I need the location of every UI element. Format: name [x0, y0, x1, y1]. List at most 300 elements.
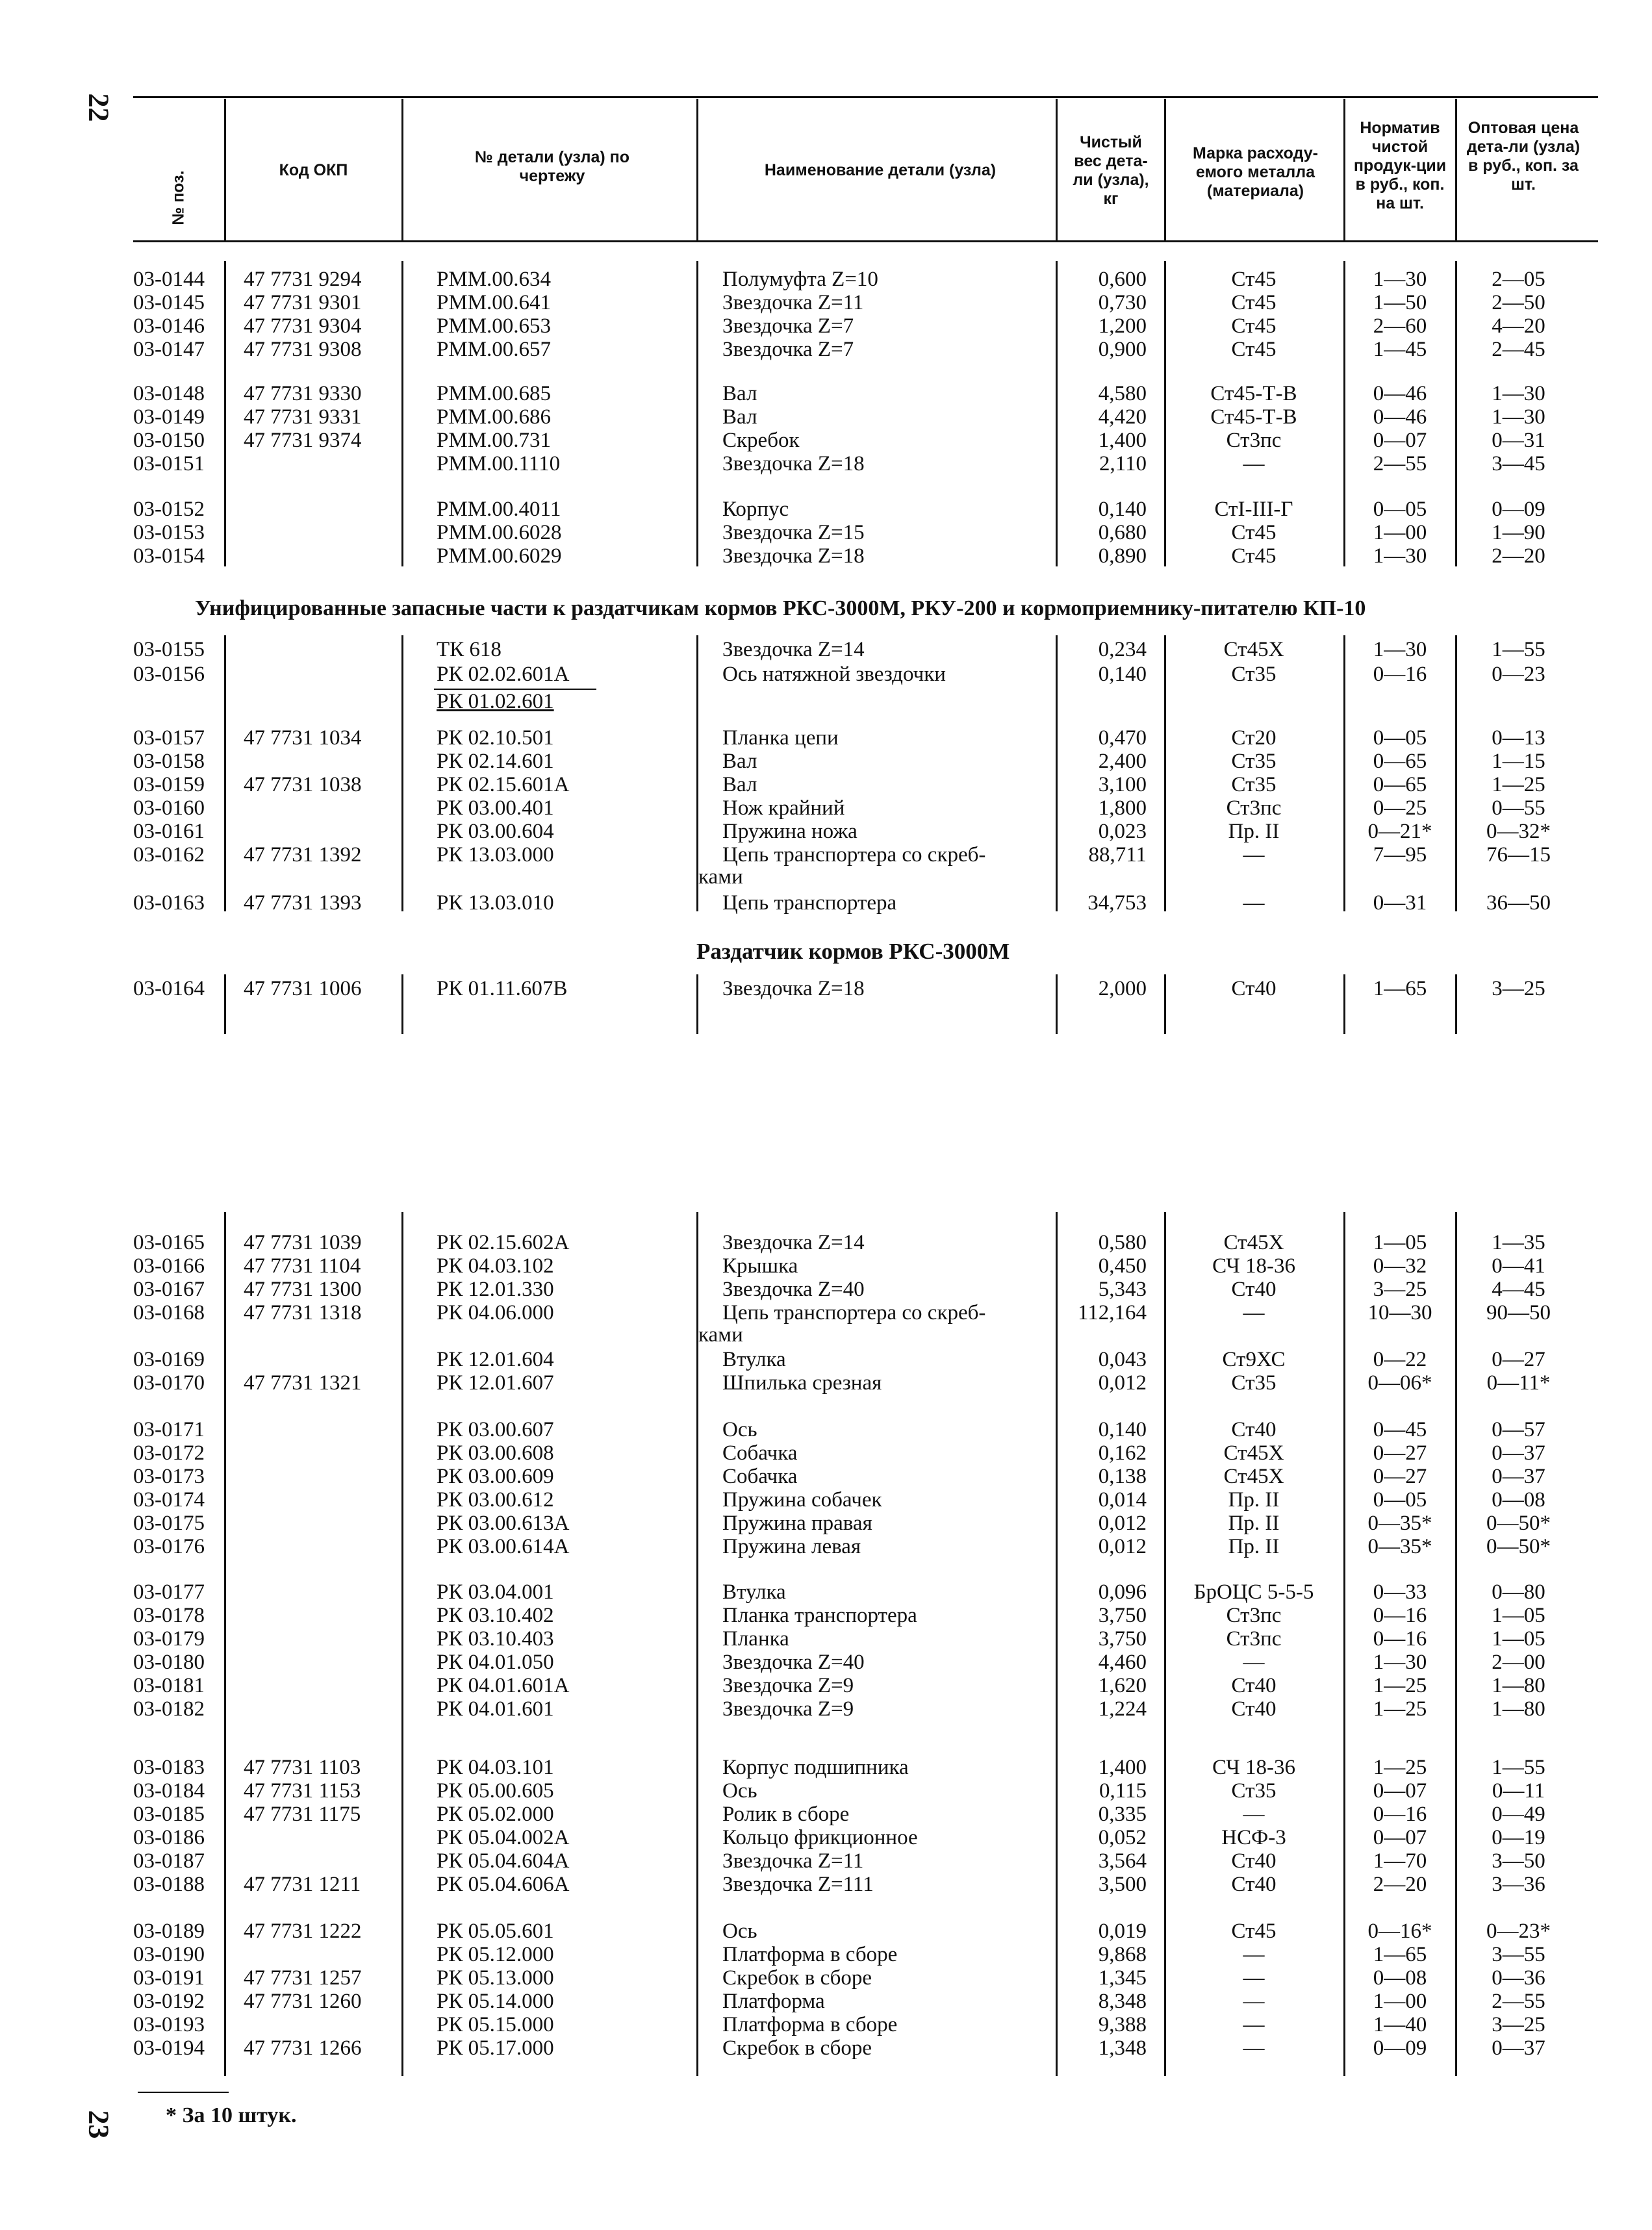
row-pos: 03-0172	[133, 1441, 205, 1465]
row-weight: 3,100	[1098, 773, 1147, 796]
row-price: 0—37	[1492, 1465, 1545, 1488]
row-pos: 03-0147	[133, 338, 205, 361]
row-pos: 03-0179	[133, 1627, 205, 1651]
row-detail-no: РК 13.03.000	[437, 843, 554, 867]
footnote-rule	[138, 2092, 229, 2093]
table-row	[0, 1943, 1652, 1966]
table-row	[0, 1674, 1652, 1697]
row-material: СЧ 18-36	[1212, 1756, 1295, 1779]
row-okp: 47 7731 9301	[244, 291, 362, 314]
row-price: 3—50	[1492, 1849, 1545, 1873]
row-pos: 03-0145	[133, 291, 205, 314]
row-detail-no: РК 13.03.010	[437, 891, 554, 915]
row-weight: 0,140	[1098, 663, 1147, 686]
row-pos: 03-0180	[133, 1651, 205, 1674]
row-norm: 0—16	[1373, 1627, 1427, 1651]
table-row	[0, 773, 1652, 796]
row-weight: 0,023	[1098, 820, 1147, 843]
table-row	[0, 405, 1652, 429]
row-price: 0—37	[1492, 2036, 1545, 2060]
row-pos: 03-0153	[133, 521, 205, 544]
row-name: Планка	[722, 1627, 789, 1651]
table-row	[0, 1371, 1652, 1395]
row-norm: 1—65	[1373, 977, 1427, 1000]
row-price: 0—50*	[1486, 1535, 1551, 1558]
row-detail-no: ТК 618	[437, 638, 502, 661]
row-material: Ст45	[1231, 314, 1277, 338]
row-norm: 1—30	[1373, 268, 1427, 291]
row-okp: 47 7731 1257	[244, 1966, 362, 1990]
row-name: Собачка	[722, 1465, 798, 1488]
row-detail-no: РК 05.00.605	[437, 1779, 554, 1803]
row-norm: 0—07	[1373, 1779, 1427, 1803]
row-price: 2—20	[1492, 544, 1545, 568]
page-number-bottom: 23	[83, 2110, 115, 2139]
row-price: 0—37	[1492, 1441, 1545, 1465]
row-weight: 34,753	[1087, 891, 1147, 915]
row-weight: 0,014	[1098, 1488, 1147, 1512]
row-name: Шпилька срезная	[722, 1371, 882, 1395]
row-weight: 1,224	[1098, 1697, 1147, 1721]
row-name: Втулка	[722, 1580, 786, 1604]
row-material: —	[1243, 2013, 1265, 2036]
row-material: —	[1243, 452, 1265, 475]
row-norm: 1—25	[1373, 1697, 1427, 1721]
row-pos: 03-0166	[133, 1254, 205, 1278]
row-material: Ст3пс	[1226, 796, 1282, 820]
row-price: 2—55	[1492, 1990, 1545, 2013]
row-name: Звездочка Z=7	[722, 338, 854, 361]
row-pos: 03-0159	[133, 773, 205, 796]
row-name: Собачка	[722, 1441, 798, 1465]
row-norm: 0—27	[1373, 1465, 1427, 1488]
row-price: 0—55	[1492, 796, 1545, 820]
row-pos: 03-0170	[133, 1371, 205, 1395]
row-norm: 0—16	[1373, 663, 1427, 686]
row-pos: 03-0188	[133, 1873, 205, 1896]
row-weight: 0,019	[1098, 1920, 1147, 1943]
row-weight: 0,012	[1098, 1535, 1147, 1558]
row-detail-no: РК 05.04.604А	[437, 1849, 570, 1873]
row-norm: 0—05	[1373, 498, 1427, 521]
row-norm: 2—55	[1373, 452, 1427, 475]
row-weight: 9,868	[1098, 1943, 1147, 1966]
row-okp: 47 7731 1104	[244, 1254, 361, 1278]
table-row	[0, 1580, 1652, 1604]
table-row	[0, 1803, 1652, 1826]
row-okp: 47 7731 9294	[244, 268, 362, 291]
row-norm: 1—50	[1373, 291, 1427, 314]
row-detail-no: РК 04.06.000	[437, 1301, 554, 1324]
row-name: Ось	[722, 1920, 757, 1943]
row-weight: 4,420	[1098, 405, 1147, 429]
row-name: Звездочка Z=18	[722, 452, 865, 475]
row-price: 3—45	[1492, 452, 1545, 475]
row-material: Ст45	[1231, 1920, 1277, 1943]
row-pos: 03-0163	[133, 891, 205, 915]
row-norm: 1—25	[1373, 1756, 1427, 1779]
header-material: Марка расходу-емого металла (материала)	[1192, 144, 1319, 200]
row-material: Ст3пс	[1226, 429, 1282, 452]
row-price: 76—15	[1486, 843, 1551, 867]
row-material: Пр. II	[1228, 1488, 1280, 1512]
row-pos: 03-0181	[133, 1674, 205, 1697]
row-material: —	[1243, 1966, 1265, 1990]
table-row	[0, 750, 1652, 773]
row-pos: 03-0146	[133, 314, 205, 338]
row-detail-no: РММ.00.731	[437, 429, 552, 452]
row-norm: 0—65	[1373, 773, 1427, 796]
row-material: Пр. II	[1228, 820, 1280, 843]
row-weight: 3,500	[1098, 1873, 1147, 1896]
row-pos: 03-0171	[133, 1418, 205, 1441]
table-row	[0, 1488, 1652, 1512]
table-row	[0, 1418, 1652, 1441]
table-row	[0, 429, 1652, 452]
row-weight: 1,400	[1098, 429, 1147, 452]
row-price: 0—11	[1492, 1779, 1545, 1803]
table-row	[0, 1512, 1652, 1535]
row-weight: 0,140	[1098, 1418, 1147, 1441]
row-material: Ст45	[1231, 544, 1277, 568]
row-okp: 47 7731 1038	[244, 773, 362, 796]
row-detail-no: РК 03.00.609	[437, 1465, 554, 1488]
table-row	[0, 977, 1652, 1000]
row-weight: 0,138	[1098, 1465, 1147, 1488]
row-pos: 03-0152	[133, 498, 205, 521]
row-material: Пр. II	[1228, 1535, 1280, 1558]
row-material: Ст45Х	[1223, 1465, 1284, 1488]
header-divider	[1164, 99, 1166, 240]
row-pos: 03-0150	[133, 429, 205, 452]
row-price: 0—09	[1492, 498, 1545, 521]
table-row	[0, 1254, 1652, 1278]
row-material: Ст45-Т-В	[1210, 382, 1297, 405]
row-name: Корпус	[722, 498, 789, 521]
row-name: Ось	[722, 1779, 757, 1803]
row-material: Ст35	[1231, 663, 1277, 686]
row-weight: 0,096	[1098, 1580, 1147, 1604]
row-material: Ст35	[1231, 750, 1277, 773]
table-row	[0, 1627, 1652, 1651]
row-detail-no: РК 04.01.050	[437, 1651, 554, 1674]
row-name: Цепь транспортера со скреб-	[722, 843, 986, 867]
row-pos: 03-0148	[133, 382, 205, 405]
row-price: 0—36	[1492, 1966, 1545, 1990]
row-detail-no: РК 04.01.601А	[437, 1674, 570, 1697]
row-weight: 0,900	[1098, 338, 1147, 361]
row-okp: 47 7731 1300	[244, 1278, 362, 1301]
row-name: Звездочка Z=18	[722, 544, 865, 568]
header-top-rule	[133, 96, 1598, 98]
row-material: Ст45Х	[1223, 1231, 1284, 1254]
section-heading-unified: Унифицированные запасные части к раздатчикам кормов РКС-3000М, РКУ-200 и кормоприемнику-питателю КП-10	[195, 596, 1366, 620]
table-row	[0, 1756, 1652, 1779]
row-material: Ст35	[1231, 773, 1277, 796]
row-name: Цепь транспортера	[722, 891, 897, 915]
row-material: СЧ 18-36	[1212, 1254, 1295, 1278]
row-norm: 0—35*	[1367, 1535, 1432, 1558]
row-weight: 0,052	[1098, 1826, 1147, 1849]
row-detail-no: РК 03.00.613А	[437, 1512, 570, 1535]
table-row	[0, 1779, 1652, 1803]
row-price: 0—23	[1492, 663, 1545, 686]
row-name: Ось	[722, 1418, 757, 1441]
row-name: Звездочка Z=14	[722, 1231, 865, 1254]
row-weight: 0,162	[1098, 1441, 1147, 1465]
row-material: Ст35	[1231, 1371, 1277, 1395]
row-norm: 0—25	[1373, 796, 1427, 820]
row-norm: 0—07	[1373, 1826, 1427, 1849]
row-pos: 03-0158	[133, 750, 205, 773]
row-pos: 03-0177	[133, 1580, 205, 1604]
table-row	[0, 2013, 1652, 2036]
row-price: 1—05	[1492, 1604, 1545, 1627]
row-weight: 0,580	[1098, 1231, 1147, 1254]
table-row	[0, 498, 1652, 521]
row-material: Ст40	[1231, 1873, 1277, 1896]
row-weight: 0,335	[1098, 1803, 1147, 1826]
row-okp: 47 7731 1103	[244, 1756, 361, 1779]
table-row	[0, 1873, 1652, 1896]
row-name: Платформа в сборе	[722, 2013, 898, 2036]
row-price: 0—11*	[1486, 1371, 1551, 1395]
row-pos: 03-0187	[133, 1849, 205, 1873]
table-row	[0, 1535, 1652, 1558]
header-price: Оптовая цена дета-ли (узла) в руб., коп. за шт.	[1466, 119, 1581, 194]
row-name: Платформа в сборе	[722, 1943, 898, 1966]
row-okp: 47 7731 1266	[244, 2036, 362, 2060]
row-name: Звездочка Z=14	[722, 638, 865, 661]
row-norm: 10—30	[1367, 1301, 1432, 1324]
row-norm: 0—31	[1373, 891, 1427, 915]
row-pos: 03-0155	[133, 638, 205, 661]
row-pos: 03-0183	[133, 1756, 205, 1779]
row-material: БрОЦС 5-5-5	[1193, 1580, 1314, 1604]
row-detail-no: РК 03.00.607	[437, 1418, 554, 1441]
row-detail-no: РММ.00.685	[437, 382, 552, 405]
row-name: Втулка	[722, 1348, 786, 1371]
row-weight: 1,345	[1098, 1966, 1147, 1990]
row-price: 0—19	[1492, 1826, 1545, 1849]
row-detail-no-alt: РК 01.02.601	[437, 690, 554, 713]
row-material: —	[1243, 1651, 1265, 1674]
row-pos: 03-0189	[133, 1920, 205, 1943]
row-detail-no: РММ.00.6028	[437, 521, 562, 544]
row-price: 0—41	[1492, 1254, 1545, 1278]
row-okp: 47 7731 9374	[244, 429, 362, 452]
row-pos: 03-0160	[133, 796, 205, 820]
table-row	[0, 1990, 1652, 2013]
row-norm: 0—22	[1373, 1348, 1427, 1371]
row-pos: 03-0194	[133, 2036, 205, 2060]
table-row	[0, 1651, 1652, 1674]
row-material: —	[1243, 1301, 1265, 1324]
row-pos: 03-0162	[133, 843, 205, 867]
row-detail-no: РММ.00.653	[437, 314, 552, 338]
row-norm: 0—16	[1373, 1803, 1427, 1826]
row-weight: 1,620	[1098, 1674, 1147, 1697]
section-heading-rks: Раздатчик кормов РКС-3000М	[696, 939, 1010, 964]
row-material: СтI-III-Г	[1214, 498, 1293, 521]
row-name: Звездочка Z=111	[722, 1873, 874, 1896]
row-material: Ст40	[1231, 1849, 1277, 1873]
row-price: 2—00	[1492, 1651, 1545, 1674]
row-price: 0—31	[1492, 429, 1545, 452]
header-divider	[1343, 99, 1345, 240]
table-row	[0, 2036, 1652, 2060]
row-norm: 0—16	[1373, 1604, 1427, 1627]
row-okp: 47 7731 1392	[244, 843, 362, 867]
row-name: Платформа	[722, 1990, 825, 2013]
row-pos: 03-0154	[133, 544, 205, 568]
row-detail-no: РММ.00.6029	[437, 544, 562, 568]
row-norm: 0—65	[1373, 750, 1427, 773]
table-row	[0, 291, 1652, 314]
row-price: 0—13	[1492, 726, 1545, 750]
row-price: 2—05	[1492, 268, 1545, 291]
row-price: 1—30	[1492, 405, 1545, 429]
row-weight: 112,164	[1077, 1301, 1147, 1324]
row-norm: 0—27	[1373, 1441, 1427, 1465]
row-material: Ст3пс	[1226, 1604, 1282, 1627]
row-name: Планка цепи	[722, 726, 839, 750]
row-detail-no: РК 02.15.602А	[437, 1231, 570, 1254]
row-detail-no: РК 05.12.000	[437, 1943, 554, 1966]
row-detail-no: РММ.00.641	[437, 291, 552, 314]
row-pos: 03-0182	[133, 1697, 205, 1721]
row-weight: 4,580	[1098, 382, 1147, 405]
row-name: Звездочка Z=40	[722, 1278, 865, 1301]
row-weight: 88,711	[1088, 843, 1147, 867]
row-material: Ст45-Т-В	[1210, 405, 1297, 429]
row-material: Ст45	[1231, 291, 1277, 314]
row-pos: 03-0144	[133, 268, 205, 291]
row-okp: 47 7731 1260	[244, 1990, 362, 2013]
table-row	[0, 1920, 1652, 1943]
row-price: 1—55	[1492, 1756, 1545, 1779]
row-pos: 03-0169	[133, 1348, 205, 1371]
row-name: Звездочка Z=9	[722, 1697, 854, 1721]
row-norm: 0—21*	[1367, 820, 1432, 843]
row-price: 0—32*	[1486, 820, 1551, 843]
header-norm: Норматив чистой продук-ции в руб., коп. на шт.	[1353, 119, 1447, 212]
row-okp: 47 7731 1039	[244, 1231, 362, 1254]
row-norm: 1—00	[1373, 1990, 1427, 2013]
row-material: Ст45Х	[1223, 1441, 1284, 1465]
row-pos: 03-0164	[133, 977, 205, 1000]
row-detail-no: РК 05.17.000	[437, 2036, 554, 2060]
table-row	[0, 382, 1652, 405]
row-material: Ст9ХС	[1222, 1348, 1286, 1371]
row-detail-no: РК 03.10.403	[437, 1627, 554, 1651]
row-weight: 0,012	[1098, 1371, 1147, 1395]
row-weight: 3,750	[1098, 1604, 1147, 1627]
row-material: Ст40	[1231, 1278, 1277, 1301]
row-weight: 9,388	[1098, 2013, 1147, 2036]
row-detail-no: РК 02.15.601А	[437, 773, 570, 796]
row-price: 90—50	[1486, 1301, 1551, 1324]
table-row	[0, 314, 1652, 338]
row-detail-no: РК 04.01.601	[437, 1697, 554, 1721]
row-name: Пружина ножа	[722, 820, 858, 843]
row-detail-no: РММ.00.634	[437, 268, 552, 291]
detail-no-rule	[434, 689, 596, 690]
row-name: Полумуфта Z=10	[722, 268, 878, 291]
row-name: Вал	[722, 405, 757, 429]
row-weight: 3,750	[1098, 1627, 1147, 1651]
row-name-continued: ками	[698, 865, 743, 889]
row-pos: 03-0161	[133, 820, 205, 843]
row-detail-no: РК 05.15.000	[437, 2013, 554, 2036]
row-material: Ст45	[1231, 338, 1277, 361]
row-norm: 2—20	[1373, 1873, 1427, 1896]
table-row	[0, 638, 1652, 661]
row-price: 0—57	[1492, 1418, 1545, 1441]
row-price: 1—55	[1492, 638, 1545, 661]
row-detail-no: РК 05.02.000	[437, 1803, 554, 1826]
row-detail-no: РК 04.03.101	[437, 1756, 554, 1779]
row-price: 0—23*	[1486, 1920, 1551, 1943]
row-price: 36—50	[1486, 891, 1551, 915]
row-okp: 47 7731 1393	[244, 891, 362, 915]
row-name: Звездочка Z=40	[722, 1651, 865, 1674]
row-weight: 0,600	[1098, 268, 1147, 291]
row-norm: 0—46	[1373, 405, 1427, 429]
row-detail-no: РК 12.01.330	[437, 1278, 554, 1301]
row-weight: 0,012	[1098, 1512, 1147, 1535]
row-norm: 0—46	[1373, 382, 1427, 405]
row-price: 1—25	[1492, 773, 1545, 796]
row-okp: 47 7731 1175	[244, 1803, 361, 1826]
table-row	[0, 1849, 1652, 1873]
row-pos: 03-0175	[133, 1512, 205, 1535]
table-row	[0, 1465, 1652, 1488]
row-okp: 47 7731 9330	[244, 382, 362, 405]
row-material: Ст3пс	[1226, 1627, 1282, 1651]
row-name: Скребок в сборе	[722, 1966, 872, 1990]
row-price: 0—80	[1492, 1580, 1545, 1604]
row-norm: 1—65	[1373, 1943, 1427, 1966]
row-price: 1—80	[1492, 1674, 1545, 1697]
row-price: 1—90	[1492, 521, 1545, 544]
row-pos: 03-0156	[133, 663, 205, 686]
row-norm: 1—30	[1373, 638, 1427, 661]
row-norm: 1—45	[1373, 338, 1427, 361]
row-pos: 03-0193	[133, 2013, 205, 2036]
row-norm: 1—00	[1373, 521, 1427, 544]
table-row	[0, 726, 1652, 750]
row-material: —	[1243, 843, 1265, 867]
row-pos: 03-0176	[133, 1535, 205, 1558]
header-divider	[1056, 99, 1058, 240]
row-name: Нож крайний	[722, 796, 845, 820]
row-norm: 0—45	[1373, 1418, 1427, 1441]
row-okp: 47 7731 9308	[244, 338, 362, 361]
row-okp: 47 7731 1006	[244, 977, 362, 1000]
row-detail-no: РК 05.14.000	[437, 1990, 554, 2013]
header-name: Наименование детали (узла)	[764, 161, 997, 179]
row-weight: 3,564	[1098, 1849, 1147, 1873]
row-norm: 0—33	[1373, 1580, 1427, 1604]
row-weight: 0,890	[1098, 544, 1147, 568]
row-detail-no: РК 03.00.614А	[437, 1535, 570, 1558]
row-norm: 3—25	[1373, 1278, 1427, 1301]
row-detail-no: РК 02.10.501	[437, 726, 554, 750]
table-row	[0, 1826, 1652, 1849]
row-weight: 8,348	[1098, 1990, 1147, 2013]
row-price: 3—55	[1492, 1943, 1545, 1966]
